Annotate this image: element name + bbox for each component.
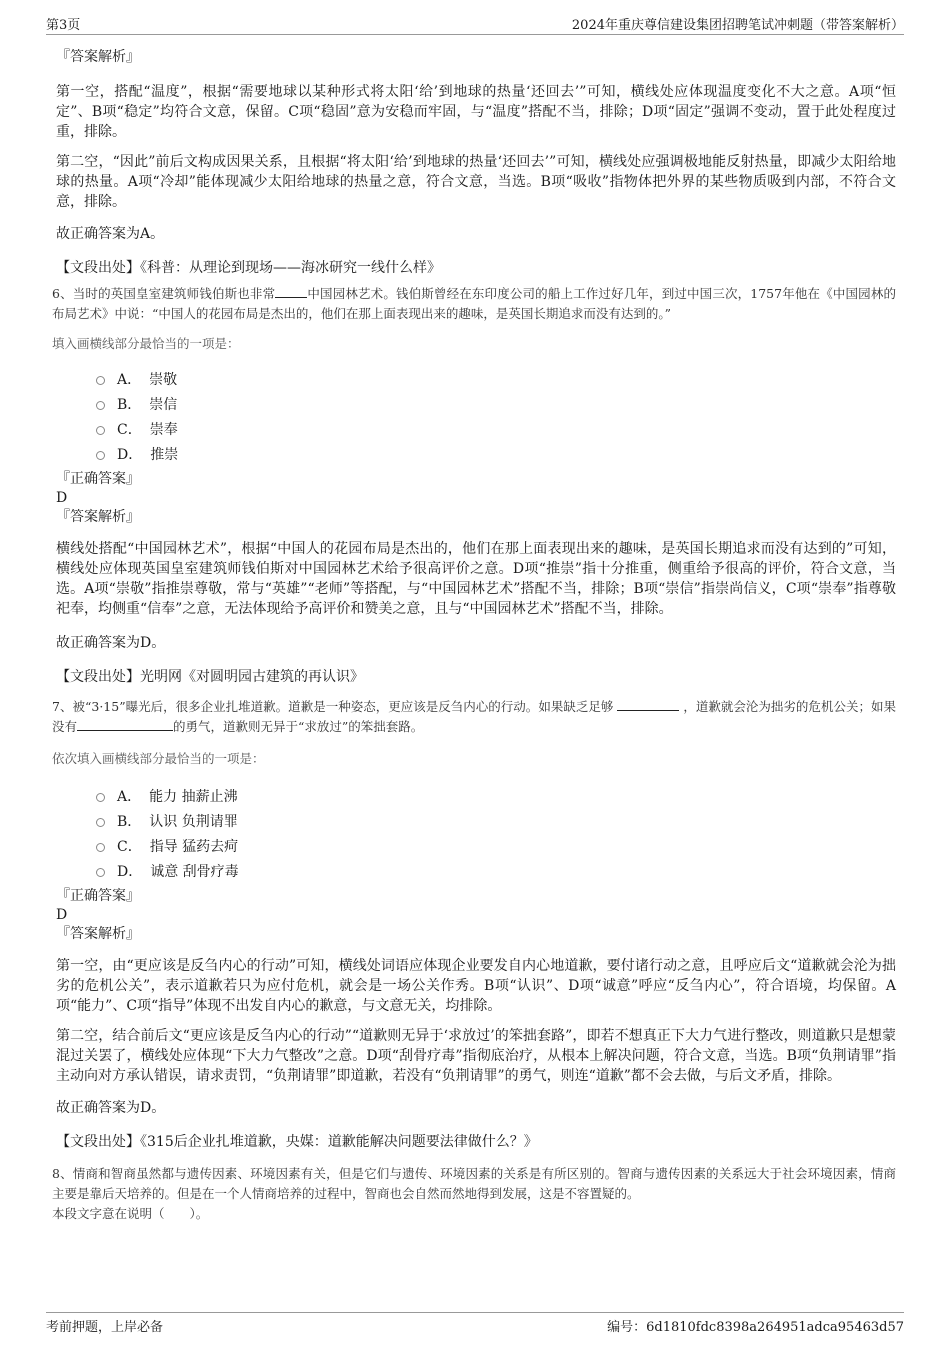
- q6-option-a[interactable]: A． 崇敬: [96, 368, 896, 393]
- q6-option-d[interactable]: D． 推崇: [96, 443, 896, 468]
- q8-question: 8、情商和智商虽然都与遗传因素、环境因素有关，但是它们与遗传、环境因素的关系是有所区别的。智商与遗传因素的关系远大于社会环境因素，情商主要是靠后天培养的。但是在一个人情商培养的过程中，智商也会自然而然地得到发展，这是不容置疑的。: [52, 1166, 896, 1201]
- q7-prompt: 依次填入画横线部分最恰当的一项是：: [52, 751, 265, 766]
- q6-conclusion: 故正确答案为D。: [56, 635, 166, 651]
- q6-option-b[interactable]: B． 崇信: [96, 393, 896, 418]
- footer-slogan: 考前押题，上岸必备: [46, 1320, 164, 1335]
- q5-conclusion: 故正确答案为A。: [56, 226, 165, 242]
- q7-source: 【文段出处】《315后企业扎堆道歉，央媒：道歉能解决问题要法律做什么？》: [56, 1134, 538, 1150]
- q6-analysis-p1: 横线处搭配“中国园林艺术”，根据“中国人的花园布局是杰出的，他们在那上面表现出来的趣味，是英国长期追求而没有达到的”可知，横线处应体现英国皇室建筑师钱伯斯对中国园林艺术给予很高评价之意。D项“推崇”指十分推重，侧重给予很高的评价，符合文意，当选。A项“崇敬”指推崇尊敬，常与“英雄”“老师”等搭配，与“中国园林艺术”搭配不当，排除；B项“崇信”指崇尚信义，C项“崇奉”指尊敬祀奉，均侧重“信奉”之意，无法体现给予高评价和赞美之意，且与“中国园林艺术”搭配不当，排除。: [56, 541, 896, 617]
- q6-text-b: 中国园林艺术。钱伯斯曾经在东印度公司的船上工作过好几年，到过中国三次，1757年他在《中国园林的布局艺术》中说：“中国人的花园布局是杰出的，他们在那上面表现出来的趣味，是英国长期追求而没有达到的。”: [52, 286, 896, 321]
- page-header: [46, 14, 904, 35]
- q6-question: [52, 284, 896, 324]
- q7-correct-answer: D: [56, 907, 68, 923]
- q5-source: 【文段出处】《科普：从理论到现场——海冰研究一线什么样》: [56, 260, 441, 276]
- q6-options: [56, 368, 896, 468]
- document-title: 2024年重庆尊信建设集团招聘笔试冲刺题（带答案解析）: [571, 18, 904, 33]
- radio-icon[interactable]: [96, 451, 105, 460]
- q7-blank-1: [617, 697, 679, 711]
- q5-analysis-label: 『答案解析』: [56, 49, 140, 65]
- q7-question: 7、被“3·15”曝光后，很多企业扎堆道歉。道歉是一种姿态，更应该是反刍内心的行动。如果缺乏足够 ，道歉就会沦为拙劣的危机公关；如果没有 的勇气，道歉则无异于“求放过”的笨拙套路。: [52, 699, 896, 734]
- q7-options: [56, 785, 896, 885]
- radio-icon[interactable]: [96, 401, 105, 410]
- radio-icon[interactable]: [96, 426, 105, 435]
- page-footer: [46, 1312, 904, 1336]
- q6-correct-label: 『正确答案』: [56, 471, 140, 487]
- q7-conclusion: 故正确答案为D。: [56, 1100, 166, 1116]
- radio-icon[interactable]: [96, 793, 105, 802]
- q8-prompt: 本段文字意在说明（ ）。: [52, 1206, 209, 1221]
- q6-source: 【文段出处】光明网《对圆明园古建筑的再认识》: [56, 669, 364, 685]
- q7-blank-2: [77, 717, 173, 731]
- q6-option-c[interactable]: C． 崇奉: [96, 418, 896, 443]
- q6-analysis-label: 『答案解析』: [56, 509, 140, 525]
- q7-option-d[interactable]: D． 诚意 刮骨疗毒: [96, 860, 896, 885]
- q6-prompt: 填入画横线部分最恰当的一项是：: [52, 336, 240, 351]
- page-content: [52, 44, 896, 1224]
- q6-text-a: 6、当时的英国皇室建筑师钱伯斯也非常: [52, 286, 276, 301]
- q5-analysis-p2: 第二空，“因此”前后文构成因果关系，且根据“将太阳‘给’到地球的热量‘还回去’”可知，横线处应强调极地能反射热量，即减少太阳给地球的热量。A项“冷却”能体现减少太阳给地球的热量之意，符合文意，当选。B项“吸收”指物体把外界的某些物质吸到内部，不符合文意，排除。: [56, 154, 896, 210]
- q7-analysis-label: 『答案解析』: [56, 926, 140, 942]
- radio-icon[interactable]: [96, 843, 105, 852]
- radio-icon[interactable]: [96, 376, 105, 385]
- q6-correct-answer: D: [56, 490, 68, 506]
- q6-blank: [275, 284, 307, 298]
- q7-option-b[interactable]: B． 认识 负荆请罪: [96, 810, 896, 835]
- q7-correct-label: 『正确答案』: [56, 888, 140, 904]
- q5-analysis-p1: 第一空，搭配“温度”，根据“需要地球以某种形式将太阳‘给’到地球的热量‘还回去’”可知，横线处应体现温度变化不大之意。A项“恒定”、B项“稳定”均符合文意，保留。C项“稳固”意为安稳而牢固，与“温度”搭配不当，排除；D项“固定”强调不变动，置于此处程度过重，排除。: [56, 84, 896, 140]
- q7-analysis-p1: 第一空，由“更应该是反刍内心的行动”可知，横线处词语应体现企业要发自内心地道歉，要付诸行动之意，且呼应后文“道歉就会沦为拙劣的危机公关”，表示道歉若只为应付危机，就会是一场公关作秀。B项“认识”、D项“诚意”呼应“反刍内心”，符合语境，均保留。A项“能力”、C项“指导”体现不出发自内心的歉意，与文意无关，均排除。: [56, 958, 896, 1014]
- document-id: 编号：6d1810fdc8398a264951adca95463d57: [607, 1320, 904, 1335]
- radio-icon[interactable]: [96, 868, 105, 877]
- q7-option-c[interactable]: C． 指导 猛药去疴: [96, 835, 896, 860]
- q7-option-a[interactable]: A． 能力 抽薪止沸: [96, 785, 896, 810]
- q7-analysis-p2: 第二空，结合前后文“更应该是反刍内心的行动”“道歉则无异于‘求放过’的笨拙套路”，即若不想真正下大力气进行整改，则道歉只是想蒙混过关罢了，横线处应体现“下大力气整改”之意。D项“刮骨疗毒”指彻底治疗，从根本上解决问题，符合文意，当选。B项“负荆请罪”指主动向对方承认错误，请求责罚，“负荆请罪”即道歉，若没有“负荆请罪”的勇气，则连“道歉”都不会去做，与后文矛盾，排除。: [56, 1028, 896, 1084]
- radio-icon[interactable]: [96, 818, 105, 827]
- page-number: 第3页: [46, 18, 81, 33]
